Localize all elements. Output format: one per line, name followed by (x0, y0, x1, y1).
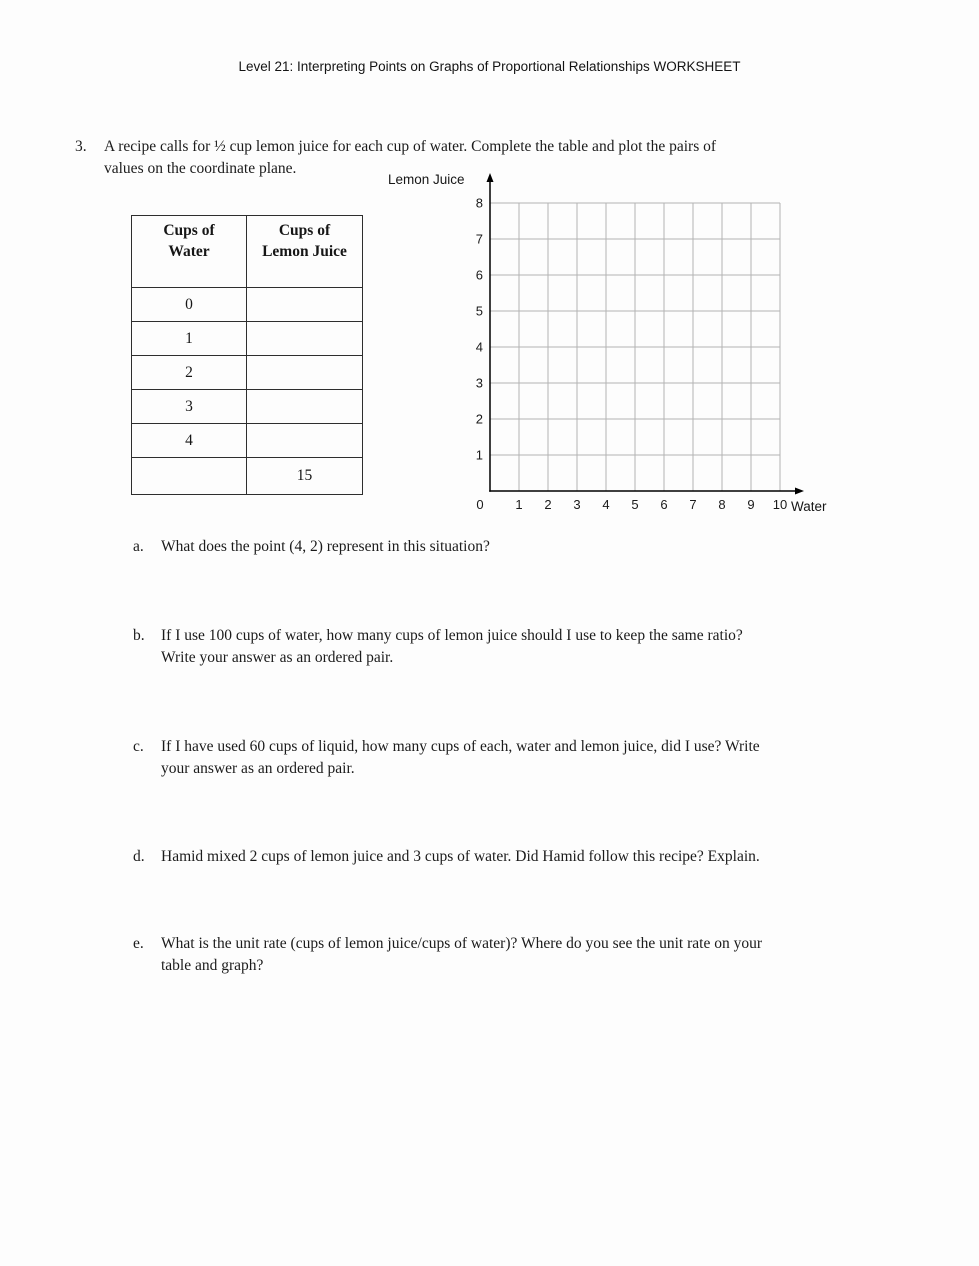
question-text-line: If I use 100 cups of water, how many cups of lemon juice should I use to keep the same ratio? (161, 627, 743, 644)
values-table (131, 215, 363, 495)
water-cell: 0 (132, 288, 247, 322)
water-cell: 4 (132, 424, 247, 458)
question-letter: e. (133, 935, 144, 952)
question-d (133, 846, 760, 868)
question-text-line: Write your answer as an ordered pair. (161, 649, 394, 666)
lemon-juice-cell (247, 322, 363, 356)
page-title: Level 21: Interpreting Points on Graphs of Proportional Relationships WORKSHEET (238, 59, 741, 74)
problem-number: 3. (75, 138, 87, 155)
svg-text:1: 1 (475, 447, 483, 463)
question-text (161, 625, 743, 669)
svg-text:0: 0 (476, 497, 484, 512)
svg-text:4: 4 (475, 339, 483, 355)
svg-text:8: 8 (718, 497, 726, 512)
svg-text:5: 5 (475, 303, 483, 319)
lemon-juice-cell: 15 (247, 458, 363, 495)
water-cell (132, 458, 247, 495)
table-row (132, 356, 363, 390)
table-row (132, 390, 363, 424)
question-text-line: your answer as an ordered pair. (161, 760, 355, 777)
lemon-juice-cell (247, 356, 363, 390)
question-text (161, 933, 762, 977)
question-letter: c. (133, 738, 144, 755)
water-cell: 1 (132, 322, 247, 356)
question-c (133, 736, 760, 780)
svg-text:2: 2 (475, 411, 483, 427)
table-header-water: Cups of Water (132, 216, 247, 288)
table-header-lemon-juice: Cups of Lemon Juice (247, 216, 363, 288)
table-header-row (132, 216, 363, 288)
question-text-line: What does the point (4, 2) represent in this situation? (161, 538, 490, 555)
svg-text:5: 5 (631, 497, 639, 512)
question-text (161, 846, 760, 868)
lemon-juice-cell (247, 288, 363, 322)
table-row (132, 322, 363, 356)
svg-text:10: 10 (772, 497, 788, 512)
question-letter: b. (133, 627, 145, 644)
table-row (132, 424, 363, 458)
svg-text:6: 6 (475, 267, 483, 283)
coordinate-grid (455, 165, 815, 520)
lemon-juice-cell (247, 424, 363, 458)
x-axis-label: Water (791, 499, 827, 514)
table-row (132, 288, 363, 322)
question-letter: d. (133, 848, 145, 865)
water-cell: 2 (132, 356, 247, 390)
question-text (161, 536, 490, 558)
question-letter: a. (133, 538, 144, 555)
question-b (133, 625, 743, 669)
water-cell: 3 (132, 390, 247, 424)
problem-text-line: values on the coordinate plane. (104, 160, 297, 177)
question-text (161, 736, 760, 780)
svg-text:7: 7 (475, 231, 483, 247)
svg-text:9: 9 (747, 497, 755, 512)
question-text-line: If I have used 60 cups of liquid, how many cups of each, water and lemon juice, did I use? Write (161, 738, 760, 755)
svg-text:3: 3 (573, 497, 581, 512)
question-e (133, 933, 762, 977)
problem-text-line: A recipe calls for ½ cup lemon juice for each cup of water. Complete the table and plot the pairs of (104, 138, 717, 155)
svg-text:8: 8 (475, 195, 483, 211)
svg-text:1: 1 (515, 497, 523, 512)
y-axis-label: Lemon Juice (388, 172, 465, 187)
svg-text:3: 3 (475, 375, 483, 391)
question-text-line: What is the unit rate (cups of lemon juice/cups of water)? Where do you see the unit rate on your (161, 935, 762, 952)
question-text-line: Hamid mixed 2 cups of lemon juice and 3 cups of water. Did Hamid follow this recipe? Explain. (161, 848, 760, 865)
svg-text:2: 2 (544, 497, 552, 512)
svg-text:7: 7 (689, 497, 697, 512)
svg-text:4: 4 (602, 497, 610, 512)
table-row (132, 458, 363, 495)
lemon-juice-cell (247, 390, 363, 424)
question-a (133, 536, 490, 558)
coordinate-plane (455, 165, 815, 520)
question-text-line: table and graph? (161, 957, 264, 974)
svg-text:6: 6 (660, 497, 668, 512)
